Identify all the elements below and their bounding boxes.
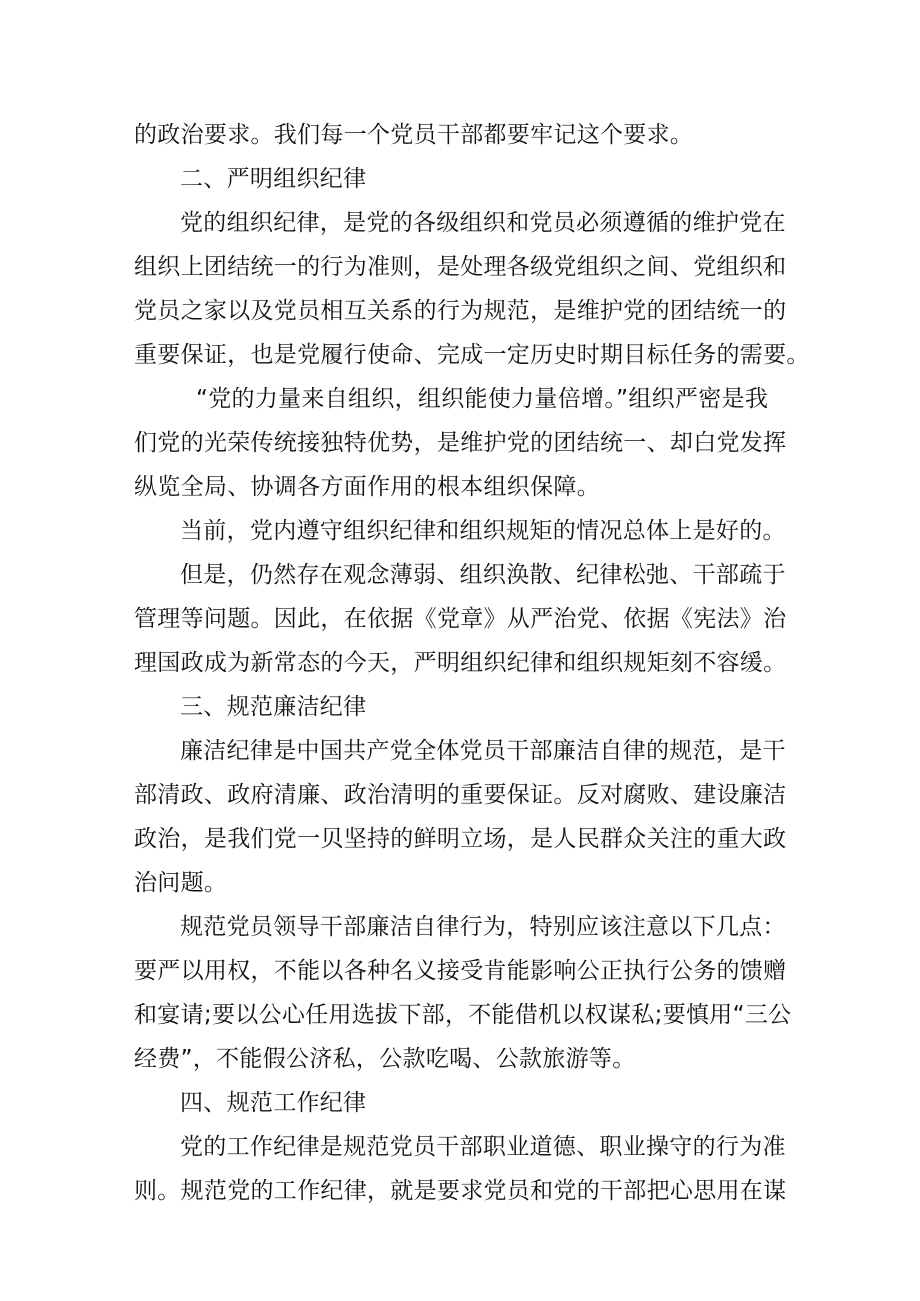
text-line: 组织上团结统一的行为准则，是处理各级党组织之间、党组织和 bbox=[134, 254, 787, 280]
text-line: 党员之家以及党员相互关系的行为规范，是维护党的团结统一的 bbox=[134, 298, 787, 324]
text-line: 党的工作纪律是规范党员干部职业道德、职业操守的行为准 bbox=[180, 1134, 786, 1160]
text-line: 规范党员领导干部廉洁自律行为，特别应该注意以下几点： bbox=[180, 914, 786, 940]
section-heading: 四、规范工作纪律 bbox=[180, 1090, 367, 1116]
text-line: 理国政成为新常态的今天，严明组织纪律和组织规矩刻不容缓。 bbox=[134, 650, 787, 676]
section-heading: 二、严明组织纪律 bbox=[180, 166, 367, 192]
text-line: 党的组织纪律，是党的各级组织和党员必须遵循的维护党在 bbox=[180, 210, 786, 236]
text-line: 管理等问题。因此，在依据《党章》从严治党、依据《宪法》治 bbox=[134, 606, 787, 632]
text-line: 要严以用权，不能以各种名义接受肯能影响公正执行公务的馈赠 bbox=[134, 958, 787, 984]
text-line: 们党的光荣传统接独特优势，是维护党的团结统一、却白党发挥 bbox=[134, 430, 787, 456]
text-line: 廉洁纪律是中国共产党全体党员干部廉洁自律的规范，是干 bbox=[180, 738, 786, 764]
text-line: 重要保证，也是党履行使命、完成一定历史时期目标任务的需要。 bbox=[134, 342, 810, 368]
text-line: 部清政、政府清廉、政治清明的重要保证。反对腐败、建设廉洁 bbox=[134, 782, 787, 808]
text-line: 纵览全局、协调各方面作用的根本组织保障。 bbox=[134, 474, 600, 500]
text-line: 的政治要求。我们每一个党员干部都要牢记这个要求。 bbox=[134, 122, 694, 148]
text-line: 当前，党内遵守组织纪律和组织规矩的情况总体上是好的。 bbox=[180, 518, 786, 544]
section-heading: 三、规范廉洁纪律 bbox=[180, 694, 367, 720]
text-line: 则。规范党的工作纪律，就是要求党员和党的干部把心思用在谋 bbox=[134, 1178, 787, 1204]
text-line: 和宴请;要以公心任用选拔下部，不能借机以权谋私;要慎用“三公 bbox=[134, 1002, 792, 1028]
text-line: 但是，仍然存在观念薄弱、组织涣散、纪律松弛、干部疏于 bbox=[180, 562, 786, 588]
text-line: 经费”，不能假公济私，公款吃喝、公款旅游等。 bbox=[134, 1046, 636, 1072]
text-line: 治问题。 bbox=[134, 870, 228, 896]
text-line: “党的力量来自组织，组织能使力量倍增。”组织严密是我 bbox=[196, 386, 769, 412]
text-line: 政治，是我们党一贝坚持的鲜明立场，是人民群众关注的重大政 bbox=[134, 826, 787, 852]
